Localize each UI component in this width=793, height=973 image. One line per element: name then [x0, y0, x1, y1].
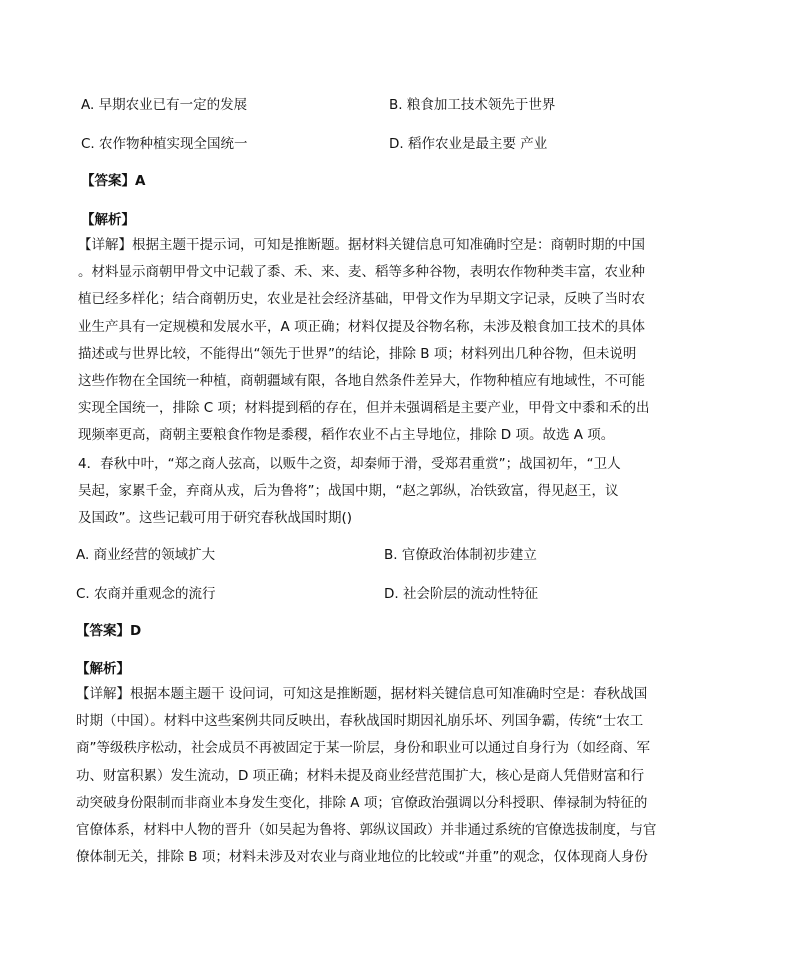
q3-option-b: B. 粮食加工技术领先于世界: [389, 97, 556, 113]
q3-detail-line: 植已经多样化；结合商朝历史，农业是社会经济基础，甲骨文作为早期文字记录，反映了当时农: [78, 291, 645, 308]
q3-option-a: A. 早期农业已有一定的发展: [81, 97, 248, 113]
q3-detail-line: 。材料显示商朝甲骨文中记载了黍、禾、来、麦、稻等多种谷物，表明农作物种类丰富，农业种: [78, 264, 645, 281]
q3-answer: 【答案】A: [81, 173, 146, 189]
q4-detail-line: 商”等级秩序松动，社会成员不再被固定于某一阶层，身份和职业可以通过自身行为（如经商、军: [76, 740, 650, 757]
q3-analysis-title: 【解析】: [81, 212, 135, 228]
q4-stem-line: 4．春秋中叶，“郑之商人弦高，以贩牛之资，却秦师于滑，受郑君重赏”；战国初年，“卫人: [78, 456, 621, 472]
q4-detail-line: 功、财富积累）发生流动，D 项正确；材料未提及商业经营范围扩大，核心是商人凭借财富和行: [76, 767, 645, 784]
q3-detail-line: 实现全国统一，排除 C 项；材料提到稻的存在，但并未强调稻是主要产业，甲骨文中黍和禾的出: [78, 400, 650, 417]
q4-option-b: B. 官僚政治体制初步建立: [384, 547, 537, 563]
q4-detail-line: 僚体制无关，排除 B 项；材料未涉及对农业与商业地位的比较或“并重”的观念，仅体现商人身份: [76, 849, 648, 866]
q3-detail-line: 业生产具有一定规模和发展水平，A 项正确；材料仅提及谷物名称，未涉及粮食加工技术的具体: [78, 318, 646, 335]
q3-detail-paragraph: [78, 232, 668, 450]
q4-detail-line: 动突破身份限制而非商业本身发生变化，排除 A 项；官僚政治强调以分科授职、俸禄制为特征的: [76, 794, 648, 811]
q4-stem-line: 吴起，家累千金，弃商从戎，后为鲁将”；战国中期，“赵之郭纵，冶铁致富，得见赵王，议: [78, 483, 619, 500]
q3-option-d: D. 稻作农业是最主要 产业: [389, 136, 548, 152]
q4-detail-paragraph: [76, 681, 670, 871]
q4-stem-line: 及国政”。这些记载可用于研究春秋战国时期(): [78, 510, 353, 527]
q3-detail-line: 【详解】根据主题干提示词，可知是推断题。据材料关键信息可知准确时空是：商朝时期的中国: [78, 237, 645, 253]
q4-detail-line: 时期（中国）。材料中这些案例共同反映出，春秋战国时期因礼崩乐坏、列国争霸，传统“士农工: [76, 713, 644, 730]
q3-detail-line: 描述或与世界比较，不能得出“领先于世界”的结论，排除 B 项；材料列出几种谷物，但未说明: [78, 345, 637, 362]
q4-option-a: A. 商业经营的领域扩大: [76, 547, 216, 563]
q4-answer: 【答案】D: [76, 623, 142, 639]
q4-stem: [78, 451, 668, 533]
q3-option-c: C. 农作物种植实现全国统一: [81, 136, 248, 152]
q4-analysis-title: 【解析】: [76, 661, 130, 677]
q4-detail-line: 【详解】根据本题主题干 设问词，可知这是推断题，据材料关键信息可知准确时空是：春秋战国: [76, 686, 648, 702]
q4-detail-line: 官僚体系，材料中人物的晋升（如吴起为鲁将、郭纵议国政）并非通过系统的官僚选拔制度，与官: [76, 822, 657, 839]
q4-option-c: C. 农商并重观念的流行: [76, 586, 216, 602]
q3-detail-line: 现频率更高，商朝主要粮食作物是黍稷，稻作农业不占主导地位，排除 D 项。故选 A 项。: [78, 427, 615, 444]
q3-detail-line: 这些作物在全国统一种植，商朝疆域有限，各地自然条件差异大，作物种植应有地域性，不可能: [78, 373, 645, 390]
q4-option-d: D. 社会阶层的流动性特征: [384, 586, 538, 602]
